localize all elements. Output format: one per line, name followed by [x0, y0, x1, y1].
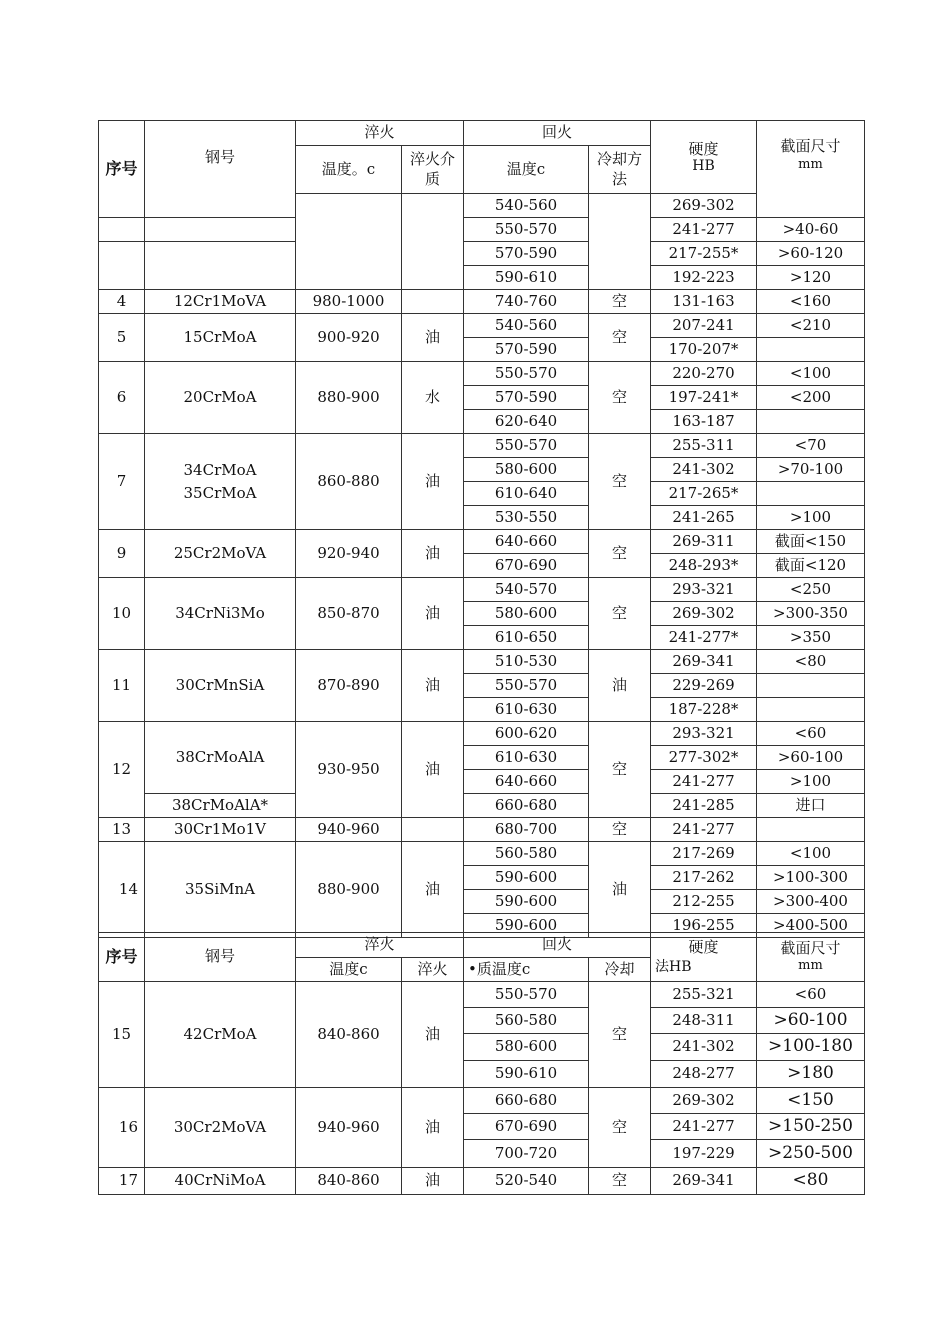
section-cell: >300-350 [757, 602, 865, 626]
seq-cell: 13 [99, 818, 145, 842]
temper-temp-cell: 550-570 [464, 434, 589, 458]
steel-cell [145, 242, 296, 266]
col-seq-header: 序号 [99, 933, 145, 982]
cooling-cell: 空 [589, 1088, 651, 1168]
col-temper-header: 回火 [464, 121, 651, 146]
section-cell: >100-180 [757, 1034, 865, 1061]
steel-cell: 20CrMoA [145, 362, 296, 434]
steel-cell: 35SiMnA [145, 842, 296, 938]
hardness-cell: 255-311 [651, 434, 757, 458]
quench-medium-header: 淬火 [402, 958, 464, 982]
cooling-cell: 空 [589, 290, 651, 314]
quench-medium-cell [402, 818, 464, 842]
temper-temp-cell: 530-550 [464, 506, 589, 530]
cooling-cell: 空 [589, 530, 651, 578]
steel-heat-treatment-table [98, 120, 865, 938]
hardness-cell: 241-265 [651, 506, 757, 530]
quench-medium-cell: 水 [402, 362, 464, 434]
col-quench-header: 淬火 [296, 933, 464, 958]
section-cell: >180 [757, 1061, 865, 1088]
hardness-cell: 277-302* [651, 746, 757, 770]
seq-cell: 10 [99, 578, 145, 650]
hardness-cell: 269-341 [651, 1168, 757, 1195]
section-cell: <250 [757, 578, 865, 602]
hardness-cell: 220-270 [651, 362, 757, 386]
steel-cell: 30Cr2MoVA [145, 1088, 296, 1168]
seq-cell: 11 [99, 650, 145, 722]
cooling-cell: 空 [589, 362, 651, 434]
temper-temp-cell: 640-660 [464, 770, 589, 794]
steel-cell: 15CrMoA [145, 314, 296, 362]
quench-temp-cell: 930-950 [296, 722, 402, 818]
temper-temp-cell: 540-570 [464, 578, 589, 602]
hardness-cell: 187-228* [651, 698, 757, 722]
cooling-method-header: 冷却 [589, 958, 651, 982]
quench-temp-cell: 840-860 [296, 1168, 402, 1195]
temper-temp-cell: 570-590 [464, 386, 589, 410]
section-label: 截面尺寸 [780, 938, 841, 957]
section-cell: <70 [757, 434, 865, 458]
quench-medium-cell: 油 [402, 650, 464, 722]
hardness-cell: 241-277 [651, 818, 757, 842]
col-section-header [757, 933, 865, 982]
header-row [99, 121, 865, 146]
section-cell: <80 [757, 650, 865, 674]
section-cell [757, 482, 865, 506]
quench-medium-cell [402, 194, 464, 290]
col-section-header [757, 121, 865, 194]
temper-temp-cell: 520-540 [464, 1168, 589, 1195]
temper-temp-cell: 590-600 [464, 914, 589, 938]
cooling-cell: 空 [589, 722, 651, 818]
temper-temp-cell: 660-680 [464, 794, 589, 818]
hardness-cell: 293-321 [651, 578, 757, 602]
seq-cell: 6 [99, 362, 145, 434]
temper-temp-cell: 560-580 [464, 1008, 589, 1034]
cooling-cell: 空 [589, 818, 651, 842]
quench-medium-cell [402, 290, 464, 314]
temper-temp-header: 温度c [464, 146, 589, 194]
temper-temp-cell: 580-600 [464, 1034, 589, 1061]
hb-label: 法HB [655, 958, 692, 975]
col-steel-header: 钢号 [145, 933, 296, 982]
seq-cell: 16 [99, 1088, 145, 1168]
table-row [99, 434, 865, 458]
table-row [99, 818, 865, 842]
steel-cell: 34CrNi3Mo [145, 578, 296, 650]
section-cell: >100-300 [757, 866, 865, 890]
seq-cell [99, 266, 145, 290]
temper-temp-cell: 610-650 [464, 626, 589, 650]
temper-temp-cell: 510-530 [464, 650, 589, 674]
section-cell: <100 [757, 362, 865, 386]
section-cell: >120 [757, 266, 865, 290]
table-row [99, 1168, 865, 1195]
hardness-cell: 212-255 [651, 890, 757, 914]
steel-cell: 30Cr1Mo1V [145, 818, 296, 842]
table-row [99, 578, 865, 602]
steel-cell [145, 266, 296, 290]
hardness-cell: 248-293* [651, 554, 757, 578]
table-row [99, 290, 865, 314]
table-row [99, 794, 865, 818]
quench-temp-cell [296, 194, 402, 290]
hardness-cell: 163-187 [651, 410, 757, 434]
cooling-cell: 空 [589, 314, 651, 362]
section-cell: >40-60 [757, 218, 865, 242]
temper-temp-cell: 550-570 [464, 982, 589, 1008]
col-quench-header: 淬火 [296, 121, 464, 146]
section-cell: >60-100 [757, 746, 865, 770]
steel-cell: 30CrMnSiA [145, 650, 296, 722]
section-cell: <160 [757, 290, 865, 314]
cooling-cell: 空 [589, 578, 651, 650]
steel-cell: 12Cr1MoVA [145, 290, 296, 314]
steel-name: 34CrMoA [183, 461, 257, 479]
quench-temp-cell: 940-960 [296, 1088, 402, 1168]
steel-cell: 42CrMoA [145, 982, 296, 1088]
table-row [99, 842, 865, 866]
temper-temp-cell: 620-640 [464, 410, 589, 434]
hardness-cell: 197-241* [651, 386, 757, 410]
cooling-cell: 油 [589, 650, 651, 722]
section-cell: 截面<150 [757, 530, 865, 554]
col-temper-header: 回火 [464, 933, 651, 958]
temper-temp-cell: 560-580 [464, 842, 589, 866]
steel-cell: 25Cr2MoVA [145, 530, 296, 578]
section-cell: <210 [757, 314, 865, 338]
temper-temp-cell: 590-610 [464, 266, 589, 290]
section-cell: <60 [757, 982, 865, 1008]
section-label: 截面尺寸 [780, 137, 841, 155]
header-row [99, 933, 865, 958]
temper-temp-cell: 590-600 [464, 866, 589, 890]
temper-temp-cell: 740-760 [464, 290, 589, 314]
table-row [99, 982, 865, 1008]
hardness-cell: 269-302 [651, 1088, 757, 1114]
seq-cell: 12 [99, 722, 145, 818]
quench-medium-cell: 油 [402, 982, 464, 1088]
cooling-cell: 空 [589, 982, 651, 1088]
temper-temp-cell: 550-570 [464, 674, 589, 698]
quench-temp-cell: 920-940 [296, 530, 402, 578]
quench-temp-cell: 880-900 [296, 362, 402, 434]
steel-cell [145, 218, 296, 242]
hardness-cell: 269-311 [651, 530, 757, 554]
temper-temp-cell: 570-590 [464, 338, 589, 362]
table-row [99, 1088, 865, 1114]
quench-medium-cell: 油 [402, 1088, 464, 1168]
quench-temp-cell: 900-920 [296, 314, 402, 362]
hardness-cell: 248-311 [651, 1008, 757, 1034]
quench-temp-cell: 850-870 [296, 578, 402, 650]
temper-temp-cell: 670-690 [464, 554, 589, 578]
temper-temp-cell: 700-720 [464, 1140, 589, 1168]
hardness-cell: 241-302 [651, 1034, 757, 1061]
hardness-cell: 269-302 [651, 602, 757, 626]
col-hardness-header [651, 121, 757, 194]
section-cell: >100 [757, 506, 865, 530]
cooling-cell [589, 194, 651, 290]
steel-cell [145, 434, 296, 530]
cooling-method-header: 冷却方法 [589, 146, 651, 194]
temper-temp-cell: 570-590 [464, 242, 589, 266]
temper-temp-cell: 610-640 [464, 482, 589, 506]
hardness-label: 硬度 [688, 938, 719, 957]
section-cell [757, 338, 865, 362]
section-cell: >60-100 [757, 1008, 865, 1034]
section-cell: >350 [757, 626, 865, 650]
temper-temp-cell: 610-630 [464, 746, 589, 770]
seq-cell: 4 [99, 290, 145, 314]
hardness-cell: 248-277 [651, 1061, 757, 1088]
quench-temp-cell: 880-900 [296, 842, 402, 938]
temper-temp-cell: 610-630 [464, 698, 589, 722]
section-cell: >100 [757, 770, 865, 794]
temper-temp-cell: 590-600 [464, 890, 589, 914]
hardness-cell: 293-321 [651, 722, 757, 746]
temper-temp-cell: 590-610 [464, 1061, 589, 1088]
section-cell: 截面<120 [757, 554, 865, 578]
temper-temp-cell: 600-620 [464, 722, 589, 746]
hardness-cell: 255-321 [651, 982, 757, 1008]
col-seq-header: 序号 [99, 121, 145, 218]
table-row [99, 266, 865, 290]
hardness-cell: 197-229 [651, 1140, 757, 1168]
section-cell [757, 410, 865, 434]
temper-temp-cell: 660-680 [464, 1088, 589, 1114]
section-cell: >300-400 [757, 890, 865, 914]
steel-cell: 38CrMoAlA [145, 722, 296, 794]
hb-label: HB [692, 157, 715, 174]
steel-cell: 38CrMoAlA* [145, 794, 296, 818]
quench-temp-cell: 940-960 [296, 818, 402, 842]
seq-cell: 14 [99, 842, 145, 938]
quench-temp-header: 温度。c [296, 146, 402, 194]
section-cell [757, 194, 865, 218]
hardness-cell: 241-277* [651, 626, 757, 650]
table-row [99, 722, 865, 746]
steel-cell: 40CrNiMoA [145, 1168, 296, 1195]
section-cell: >60-120 [757, 242, 865, 266]
section-cell: <80 [757, 1168, 865, 1195]
hardness-label: 硬度 [688, 139, 719, 158]
temper-temp-cell: 580-600 [464, 458, 589, 482]
quench-temp-cell: 980-1000 [296, 290, 402, 314]
table-row [99, 218, 865, 242]
temper-temp-cell: 540-560 [464, 194, 589, 218]
hardness-cell: 241-277 [651, 770, 757, 794]
hardness-cell: 207-241 [651, 314, 757, 338]
hardness-cell: 241-277 [651, 1114, 757, 1140]
seq-cell: 15 [99, 982, 145, 1088]
section-cell: <60 [757, 722, 865, 746]
quench-temp-cell: 870-890 [296, 650, 402, 722]
quench-medium-cell: 油 [402, 314, 464, 362]
section-cell: >70-100 [757, 458, 865, 482]
section-cell: >250-500 [757, 1140, 865, 1168]
hardness-cell: 269-302 [651, 194, 757, 218]
hardness-cell: 229-269 [651, 674, 757, 698]
table-row [99, 650, 865, 674]
quench-medium-cell: 油 [402, 1168, 464, 1195]
table-row [99, 362, 865, 386]
section-cell: <200 [757, 386, 865, 410]
hardness-cell: 217-265* [651, 482, 757, 506]
quench-temp-cell: 840-860 [296, 982, 402, 1088]
temper-temp-cell: 550-570 [464, 362, 589, 386]
seq-cell: 5 [99, 314, 145, 362]
seq-cell: 17 [99, 1168, 145, 1195]
quench-temp-cell: 860-880 [296, 434, 402, 530]
col-hardness-header [651, 933, 757, 982]
quench-medium-cell: 油 [402, 434, 464, 530]
hardness-cell: 241-277 [651, 218, 757, 242]
table-row [99, 530, 865, 554]
hardness-cell: 131-163 [651, 290, 757, 314]
mm-label: mm [798, 958, 823, 974]
section-cell: >400-500 [757, 914, 865, 938]
cooling-cell: 空 [589, 1168, 651, 1195]
hardness-cell: 196-255 [651, 914, 757, 938]
table-row [99, 242, 865, 266]
hardness-cell: 269-341 [651, 650, 757, 674]
quench-medium-cell: 油 [402, 530, 464, 578]
hardness-cell: 170-207* [651, 338, 757, 362]
temper-temp-cell: 580-600 [464, 602, 589, 626]
seq-cell [99, 242, 145, 266]
hardness-cell: 241-302 [651, 458, 757, 482]
mm-label: mm [798, 156, 823, 172]
temper-temp-cell: 670-690 [464, 1114, 589, 1140]
section-cell: <100 [757, 842, 865, 866]
seq-cell: 9 [99, 530, 145, 578]
section-cell [757, 674, 865, 698]
steel-name: 35CrMoA [183, 483, 257, 502]
col-steel-header: 钢号 [145, 121, 296, 218]
hardness-cell: 217-262 [651, 866, 757, 890]
temper-temp-cell: 640-660 [464, 530, 589, 554]
table-row [99, 314, 865, 338]
hardness-cell: 192-223 [651, 266, 757, 290]
hardness-cell: 217-269 [651, 842, 757, 866]
section-cell: >150-250 [757, 1114, 865, 1140]
section-cell [757, 818, 865, 842]
quench-medium-header: 淬火介质 [402, 146, 464, 194]
temper-temp-header: •质温度c [464, 958, 589, 982]
temper-temp-cell: 550-570 [464, 218, 589, 242]
seq-cell [99, 218, 145, 242]
quench-medium-cell: 油 [402, 842, 464, 938]
cooling-cell: 油 [589, 842, 651, 938]
temper-temp-cell: 540-560 [464, 314, 589, 338]
hardness-cell: 217-255* [651, 242, 757, 266]
hardness-cell: 241-285 [651, 794, 757, 818]
quench-medium-cell: 油 [402, 722, 464, 818]
steel-heat-treatment-table-continued [98, 932, 865, 1195]
section-cell: <150 [757, 1088, 865, 1114]
section-cell: 进口 [757, 794, 865, 818]
section-cell [757, 698, 865, 722]
cooling-cell: 空 [589, 434, 651, 530]
quench-temp-header: 温度c [296, 958, 402, 982]
temper-temp-cell: 680-700 [464, 818, 589, 842]
seq-cell: 7 [99, 434, 145, 530]
quench-medium-cell: 油 [402, 578, 464, 650]
